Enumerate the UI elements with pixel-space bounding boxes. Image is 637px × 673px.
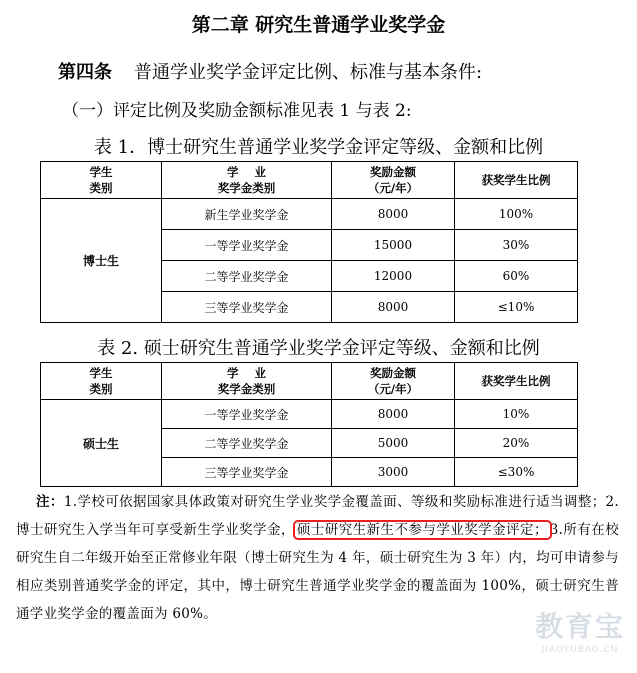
table1-caption: 表 1．博士研究生普通学业奖学金评定等级、金额和比例 (93, 137, 544, 158)
note-part2: 3.所有在校研究生自二年级开始至正常修业年限（博士研究生为 4 年，硕士研究生为 3 年）内，均可申请参与相应类别普通奖学金的评定，其中，博士研究生普通学业奖学金的覆盖面为 100%，硕士研究生普通学业奖学金的覆盖面为 60%。 (16, 522, 620, 622)
table-cell-category: 一等学业奖学金 (162, 230, 332, 261)
table-cell-category: 二等学业奖学金 (162, 261, 332, 292)
note-part1: 1.学校可依据国家具体政策对研究生学业奖学金覆盖面、等级和奖励标准进行适当调整；2.博士研究生入学当年可享受新生学业奖学金， (16, 494, 620, 538)
table1-header-amount: 奖励金额 （元/年） (332, 162, 455, 199)
table-cell-amount: 8000 (332, 199, 455, 230)
table-cell-amount: 15000 (332, 230, 455, 261)
table2-header-student-type: 学生 类别 (41, 363, 162, 400)
table-cell-ratio: ≤10% (455, 292, 578, 323)
watermark-sub: JIAOYUBAO.CN (541, 645, 619, 655)
note-paragraph (16, 488, 619, 628)
table1 (40, 161, 578, 323)
table-cell-amount: 8000 (332, 292, 455, 323)
table2-caption: 表 2. 硕士研究生普通学业奖学金评定等级、金额和比例 (97, 338, 540, 359)
table-cell-amount: 8000 (332, 400, 455, 429)
table-cell-ratio: 60% (455, 261, 578, 292)
table-cell-amount: 12000 (332, 261, 455, 292)
table-cell-category: 新生学业奖学金 (162, 199, 332, 230)
table-cell-ratio: 100% (455, 199, 578, 230)
table-cell-category: 三等学业奖学金 (162, 458, 332, 487)
table-row (41, 199, 578, 230)
table1-header-row (41, 162, 578, 199)
table-cell-category: 三等学业奖学金 (162, 292, 332, 323)
table-cell-ratio: 10% (455, 400, 578, 429)
table2-header-row (41, 363, 578, 400)
table-cell-ratio: 20% (455, 429, 578, 458)
watermark-main: 教育宝 (534, 610, 625, 643)
table-cell-amount: 3000 (332, 458, 455, 487)
table-cell-amount: 5000 (332, 429, 455, 458)
table-cell-ratio: 30% (455, 230, 578, 261)
table1-header-ratio: 获奖学生比例 (455, 162, 578, 199)
table1-header-category: 学 业 奖学金类别 (162, 162, 332, 199)
subclause-heading: （一）评定比例及奖励金额标准见表 1 与表 2: (62, 101, 412, 121)
article-label: 第四条 (58, 62, 112, 83)
table2-group-label: 硕士生 (41, 400, 162, 487)
table2-header-category: 学 业 奖学金类别 (162, 363, 332, 400)
table2-header-ratio: 获奖学生比例 (455, 363, 578, 400)
article-heading (58, 58, 482, 84)
table-cell-category: 一等学业奖学金 (162, 400, 332, 429)
note-label: 注： (36, 494, 64, 510)
article-text: 普通学业奖学金评定比例、标准与基本条件: (134, 62, 483, 83)
table1-header-student-type: 学生 类别 (41, 162, 162, 199)
highlighted-note: 硕士研究生新生不参与学业奖学金评定； (296, 522, 548, 538)
table-cell-ratio: ≤30% (455, 458, 578, 487)
table2-header-amount: 奖励金额 （元/年） (332, 363, 455, 400)
table-cell-category: 二等学业奖学金 (162, 429, 332, 458)
table2 (40, 362, 578, 487)
chapter-title: 第二章 研究生普通学业奖学金 (191, 14, 446, 36)
table-row (41, 400, 578, 429)
table1-group-label: 博士生 (41, 199, 162, 323)
